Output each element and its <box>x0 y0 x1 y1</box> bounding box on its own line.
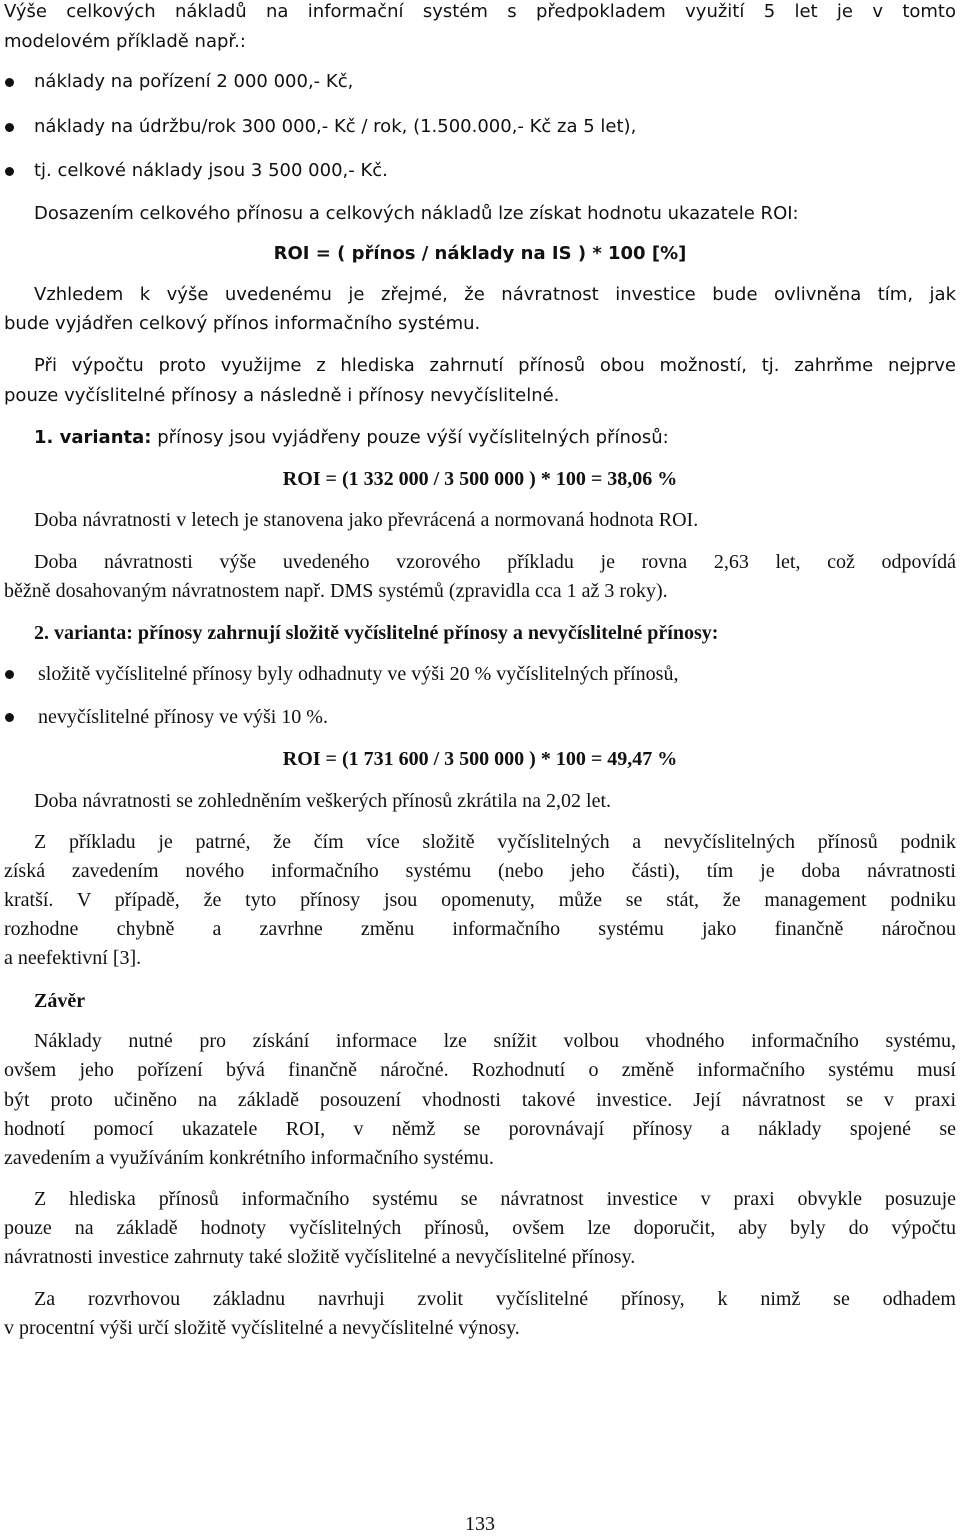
variant2-bullet <box>0 660 956 688</box>
para2-line-2: pouze vyčíslitelné přínosy a následně i přínosy nevyčíslitelné. <box>4 385 560 406</box>
variant2-bullet <box>0 703 956 731</box>
bullet-dot-icon <box>5 123 14 132</box>
bullet-dot-icon <box>5 713 14 722</box>
conclusion-heading: Závěr <box>34 990 86 1012</box>
intro-line-1: Výše celkových nákladů na informační systém s předpokladem využití 5 let je v tomto <box>4 1 956 22</box>
conclusion-p1-line: hodnotí pomocí ukazatele ROI, v němž se porovnávají přínosy a náklady spojené se <box>4 1118 956 1140</box>
para3-line: získá zavedením nového informačního systému (nebo jeho části), tím je doba návratnosti <box>4 860 956 882</box>
variant1-line <box>34 426 956 450</box>
roi-formula: ROI = ( přínos / náklady na IS ) * 100 [%] <box>273 243 687 264</box>
variant2-bullet-text: složitě vyčíslitelné přínosy byly odhadnuty ve výši 20 % vyčíslitelných přínosů, <box>38 663 679 685</box>
conclusion-p1-line: ovšem jeho pořízení bývá finančně náročné. Rozhodnutí o změně informačního systému musí <box>4 1059 956 1081</box>
conclusion-p1-line: Náklady nutné pro získání informace lze snížit volbou vhodného informačního systému, <box>34 1030 956 1052</box>
para2-line-1: Při výpočtu proto využijme z hlediska zahrnutí přínosů obou možností, tj. zahrňme nejprve <box>34 355 956 376</box>
conclusion-p3-line: v procentní výši určí složitě vyčíslitelné a nevyčíslitelné výnosy. <box>4 1317 520 1339</box>
para3-line: kratší. V případě, že tyto přínosy jsou opomenuty, může se stát, že management podniku <box>4 889 956 911</box>
variant2-formula: ROI = (1 731 600 / 3 500 000 ) * 100 = 49,47 % <box>282 748 678 770</box>
intro-line-2: modelovém příkladě např.: <box>4 31 246 52</box>
bullet-dot-icon <box>5 78 14 87</box>
para1-line-1: Vzhledem k výše uvedenému je zřejmé, že návratnost investice bude ovlivněna tím, jak <box>34 284 956 305</box>
bullet-dot-icon <box>5 167 14 176</box>
variant1-label: 1. varianta: <box>34 427 152 448</box>
cost-bullet <box>0 68 956 96</box>
para3-line: Z příkladu je patrné, že čím více složitě vyčíslitelných a nevyčíslitelných přínosů podnik <box>34 831 956 853</box>
conclusion-p2-line: návratnosti investice zahrnuty také složitě vyčíslitelné a nevyčíslitelné přínosy. <box>4 1246 636 1268</box>
para3-line: rozhodne chybně a zavrhne změnu informačního systému jako finančně náročnou <box>4 918 956 940</box>
variant1-formula: ROI = (1 332 000 / 3 500 000 ) * 100 = 38,06 % <box>282 468 678 490</box>
cost-bullet <box>0 157 956 185</box>
page-number: 133 <box>465 1513 495 1535</box>
conclusion-p1-line: být proto učiněno na základě posouzení vhodnosti takové investice. Její návratnost se v praxi <box>4 1089 956 1111</box>
variant2-heading: 2. varianta: přínosy zahrnují složitě vyčíslitelné přínosy a nevyčíslitelné přínosy: <box>34 622 719 644</box>
cost-bullet <box>0 113 956 141</box>
variant1-example-line-1: Doba návratnosti výše uvedeného vzorového příkladu je rovna 2,63 let, což odpovídá <box>34 551 956 573</box>
conclusion-p1-line: zavedením a využíváním konkrétního informačního systému. <box>4 1147 494 1169</box>
para1-line-2: bude vyjádřen celkový přínos informačního systému. <box>4 313 481 334</box>
variant1-payback: Doba návratnosti v letech je stanovena jako převrácená a normovaná hodnota ROI. <box>34 509 699 531</box>
conclusion-p3-line: Za rozvrhovou základnu navrhuji zvolit vyčíslitelné přínosy, k nimž se odhadem <box>34 1288 956 1310</box>
conclusion-p2-line: Z hlediska přínosů informačního systému se návratnost investice v praxi obvykle posuzuje <box>34 1188 956 1210</box>
substitution-text: Dosazením celkového přínosu a celkových nákladů lze získat hodnotu ukazatele ROI: <box>34 203 799 224</box>
cost-bullet-text: náklady na údržbu/rok 300 000,- Kč / rok, (1.500.000,- Kč za 5 let), <box>34 116 637 137</box>
variant1-text: přínosy jsou vyjádřeny pouze výší vyčíslitelných přínosů: <box>151 427 669 448</box>
bullet-dot-icon <box>5 670 14 679</box>
cost-bullet-text: náklady na pořízení 2 000 000,- Kč, <box>34 71 354 92</box>
cost-bullet-text: tj. celkové náklady jsou 3 500 000,- Kč. <box>34 160 388 181</box>
variant2-payback: Doba návratnosti se zohledněním veškerých přínosů zkrátila na 2,02 let. <box>34 790 612 812</box>
variant1-example-line-2: běžně dosahovaným návratnostem např. DMS systémů (zpravidla cca 1 až 3 roky). <box>4 580 668 602</box>
para3-line: a neefektivní [3]. <box>4 947 142 969</box>
variant2-bullet-text: nevyčíslitelné přínosy ve výši 10 %. <box>38 706 328 728</box>
conclusion-p2-line: pouze na základě hodnoty vyčíslitelných přínosů, ovšem lze doporučit, aby byly do výpočtu <box>4 1217 956 1239</box>
